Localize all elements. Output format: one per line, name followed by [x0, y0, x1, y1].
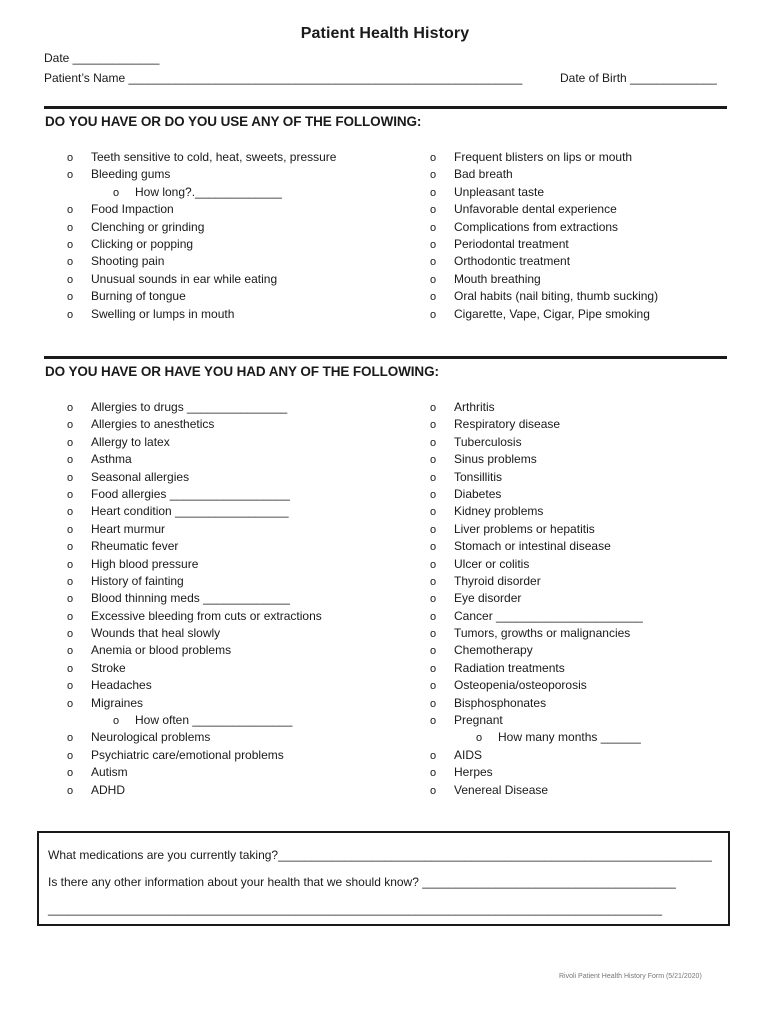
checklist-item[interactable] [430, 642, 643, 659]
circle-bullet-icon[interactable]: o [430, 558, 437, 571]
checklist-item-label: Arthritis [454, 400, 495, 414]
circle-bullet-icon[interactable]: o [67, 436, 74, 449]
checklist-item-label: Allergy to latex [91, 434, 170, 449]
section2-left-list [67, 399, 322, 799]
checklist-item[interactable] [67, 608, 322, 625]
checklist-item[interactable] [430, 677, 643, 694]
checklist-item[interactable] [430, 271, 658, 288]
checklist-item[interactable] [430, 184, 658, 201]
checklist-item[interactable] [430, 521, 643, 538]
circle-bullet-icon[interactable]: o [67, 697, 74, 710]
circle-bullet-icon[interactable]: o [67, 541, 74, 554]
circle-bullet-icon[interactable]: o [430, 541, 437, 554]
circle-bullet-icon[interactable]: o [67, 784, 74, 797]
checklist-item-label: AIDS [454, 747, 483, 762]
checklist-item[interactable] [430, 556, 643, 573]
circle-bullet-icon[interactable]: o [67, 454, 74, 467]
circle-bullet-icon[interactable]: o [430, 628, 437, 641]
circle-bullet-icon[interactable]: o [476, 732, 483, 745]
checklist-item[interactable] [67, 399, 322, 416]
checklist-item[interactable] [67, 538, 322, 555]
section1-right-list [430, 149, 658, 323]
circle-bullet-icon[interactable]: o [430, 152, 437, 164]
circle-bullet-icon[interactable]: o [430, 221, 437, 234]
checklist-item[interactable] [430, 253, 658, 270]
section2-divider [44, 356, 727, 359]
checklist-item[interactable] [430, 166, 658, 183]
checklist-item-label: Unfavorable dental experience [454, 202, 617, 217]
checklist-item[interactable] [430, 201, 658, 218]
checklist-item-label: Clenching or grinding [91, 219, 205, 234]
circle-bullet-icon[interactable]: o [67, 221, 74, 234]
circle-bullet-icon[interactable]: o [67, 169, 74, 182]
checklist-item[interactable] [430, 469, 643, 486]
circle-bullet-icon[interactable]: o [430, 169, 437, 182]
checklist-item-label: Allergies to anesthetics [91, 417, 215, 432]
circle-bullet-icon[interactable]: o [430, 575, 437, 588]
checklist-item[interactable] [67, 288, 336, 305]
circle-bullet-icon[interactable]: o [67, 506, 74, 519]
checklist-item[interactable] [67, 271, 336, 288]
checklist-item[interactable] [430, 608, 643, 625]
checklist-item-label: Eye disorder [454, 591, 522, 606]
checklist-item-label: Bleeding gums [91, 167, 171, 182]
checklist-item[interactable] [430, 764, 643, 781]
circle-bullet-icon[interactable]: o [67, 488, 74, 501]
checklist-item-label: Diabetes [454, 486, 502, 501]
checklist-item[interactable] [67, 451, 322, 468]
checklist-item[interactable] [430, 149, 658, 166]
checklist-item-label: Frequent blisters on lips or mouth [454, 150, 633, 164]
checklist-item-label: Psychiatric care/emotional problems [91, 747, 284, 762]
checklist-item-label: Mouth breathing [454, 271, 541, 286]
circle-bullet-icon[interactable]: o [430, 715, 437, 728]
checklist-item[interactable] [430, 486, 643, 503]
circle-bullet-icon[interactable]: o [67, 749, 74, 762]
checklist-item[interactable] [67, 201, 336, 218]
checklist-item[interactable] [67, 660, 322, 677]
checklist-item[interactable] [430, 288, 658, 305]
checklist-item[interactable] [67, 782, 322, 799]
circle-bullet-icon[interactable]: o [430, 471, 437, 484]
circle-bullet-icon[interactable]: o [67, 593, 74, 606]
checklist-item-label: Heart condition _________________ [91, 504, 289, 519]
checklist-item-label: Complications from extractions [454, 219, 619, 234]
date-field[interactable]: Date _____________ [44, 51, 160, 65]
checklist-item-label: Anemia or blood problems [91, 643, 232, 658]
checklist-item[interactable] [430, 712, 643, 729]
circle-bullet-icon[interactable]: o [67, 419, 74, 432]
checklist-item-label: Cigarette, Vape, Cigar, Pipe smoking [454, 306, 650, 321]
extra-answer-line[interactable]: ____________________________________________________________________________________________ [48, 902, 662, 916]
section1-heading: DO YOU HAVE OR DO YOU USE ANY OF THE FOLLOWING: [45, 114, 422, 129]
checklist-item-label: Pregnant [454, 713, 503, 728]
circle-bullet-icon[interactable]: o [67, 662, 74, 675]
checklist-item[interactable] [67, 573, 322, 590]
checklist-item-label: Chemotherapy [454, 643, 533, 658]
checklist-item-label: Osteopenia/osteoporosis [454, 678, 587, 693]
sub-list-item[interactable] [430, 729, 643, 746]
checklist-item[interactable] [67, 642, 322, 659]
checklist-item-label: Unusual sounds in ear while eating [91, 271, 278, 286]
circle-bullet-icon[interactable]: o [430, 645, 437, 658]
checklist-item[interactable] [430, 399, 643, 416]
checklist-item-label: Tumors, growths or malignancies [454, 626, 631, 641]
checklist-item-label: Cancer ______________________ [454, 608, 643, 623]
circle-bullet-icon[interactable]: o [67, 645, 74, 658]
checklist-item[interactable] [67, 253, 336, 270]
checklist-item-label: Autism [91, 765, 128, 780]
checklist-item-label: Bad breath [454, 167, 513, 182]
checklist-item-label: History of fainting [91, 573, 184, 588]
checklist-item-label: Venereal Disease [454, 782, 549, 797]
checklist-item[interactable] [67, 416, 322, 433]
circle-bullet-icon[interactable]: o [430, 204, 437, 217]
circle-bullet-icon[interactable]: o [67, 680, 74, 693]
circle-bullet-icon[interactable]: o [67, 308, 74, 321]
circle-bullet-icon[interactable]: o [67, 291, 74, 304]
circle-bullet-icon[interactable]: o [430, 610, 437, 623]
checklist-item-label: Orthodontic treatment [454, 254, 571, 269]
checklist-item-label: Periodontal treatment [454, 236, 569, 251]
checklist-item[interactable] [67, 677, 322, 694]
checklist-item[interactable] [430, 695, 643, 712]
checklist-item[interactable] [67, 729, 322, 746]
checklist-item-label: Neurological problems [91, 730, 211, 745]
checklist-item-label: Thyroid disorder [454, 573, 541, 588]
checklist-item-label: Swelling or lumps in mouth [91, 306, 235, 321]
circle-bullet-icon[interactable]: o [430, 767, 437, 780]
checklist-item[interactable] [67, 469, 322, 486]
checklist-item[interactable] [430, 306, 658, 323]
checklist-item-label: Excessive bleeding from cuts or extractions [91, 608, 322, 623]
checklist-item-label: Stroke [91, 660, 126, 675]
circle-bullet-icon[interactable]: o [67, 523, 74, 536]
circle-bullet-icon[interactable]: o [430, 697, 437, 710]
checklist-item[interactable] [67, 236, 336, 253]
circle-bullet-icon[interactable]: o [67, 256, 74, 269]
checklist-item[interactable] [67, 306, 336, 323]
checklist-item[interactable] [430, 538, 643, 555]
circle-bullet-icon[interactable]: o [67, 732, 74, 745]
checklist-item-label: Teeth sensitive to cold, heat, sweets, pressure [91, 150, 337, 164]
checklist-item-label: Kidney problems [454, 504, 544, 519]
checklist-item-label: ADHD [91, 782, 126, 797]
circle-bullet-icon[interactable]: o [430, 454, 437, 467]
checklist-item-label: Rheumatic fever [91, 539, 179, 554]
sub-list-item[interactable] [67, 184, 336, 201]
circle-bullet-icon[interactable]: o [430, 784, 437, 797]
checklist-item[interactable] [430, 219, 658, 236]
checklist-item[interactable] [430, 573, 643, 590]
checklist-item-label: Wounds that heal slowly [91, 626, 221, 641]
checklist-item[interactable] [67, 166, 336, 183]
circle-bullet-icon[interactable]: o [430, 680, 437, 693]
checklist-item-label: Bisphosphonates [454, 695, 547, 710]
checklist-item-label: Heart murmur [91, 521, 166, 536]
circle-bullet-icon[interactable]: o [67, 471, 74, 484]
checklist-item-label: Shooting pain [91, 254, 165, 269]
checklist-item-label: Liver problems or hepatitis [454, 521, 595, 536]
checklist-item[interactable] [67, 590, 322, 607]
circle-bullet-icon[interactable]: o [430, 749, 437, 762]
checklist-item[interactable] [67, 747, 322, 764]
checklist-item[interactable] [67, 521, 322, 538]
circle-bullet-icon[interactable]: o [430, 291, 437, 304]
circle-bullet-icon[interactable]: o [67, 402, 74, 414]
checklist-item-label: Sinus problems [454, 452, 537, 467]
circle-bullet-icon[interactable]: o [67, 610, 74, 623]
circle-bullet-icon[interactable]: o [430, 308, 437, 321]
checklist-item[interactable] [430, 782, 643, 799]
checklist-item[interactable] [67, 764, 322, 781]
section1-left-list [67, 149, 336, 323]
circle-bullet-icon[interactable]: o [430, 273, 437, 286]
circle-bullet-icon[interactable]: o [430, 506, 437, 519]
checklist-item[interactable] [430, 416, 643, 433]
circle-bullet-icon[interactable]: o [67, 204, 74, 217]
checklist-item[interactable] [67, 695, 322, 712]
checklist-item-label: Radiation treatments [454, 660, 565, 675]
checklist-item-label: Respiratory disease [454, 417, 561, 432]
patient-name-field[interactable]: Patient’s Name ___________________________________________________________ [44, 71, 523, 85]
checklist-item[interactable] [430, 660, 643, 677]
checklist-item[interactable] [430, 625, 643, 642]
checklist-item[interactable] [430, 451, 643, 468]
circle-bullet-icon[interactable]: o [430, 593, 437, 606]
sub-list-item[interactable] [67, 712, 322, 729]
circle-bullet-icon[interactable]: o [67, 575, 74, 588]
checklist-item-label: High blood pressure [91, 556, 199, 571]
checklist-item-label: Headaches [91, 678, 152, 693]
circle-bullet-icon[interactable]: o [430, 488, 437, 501]
checklist-item[interactable] [67, 503, 322, 520]
page-title: Patient Health History [300, 25, 470, 42]
circle-bullet-icon[interactable]: o [430, 419, 437, 432]
circle-bullet-icon[interactable]: o [430, 662, 437, 675]
circle-bullet-icon[interactable]: o [67, 152, 74, 164]
checklist-item-label: Asthma [91, 452, 132, 467]
section2-right-list [430, 399, 643, 799]
section1-divider [44, 106, 727, 109]
checklist-item-label: Allergies to drugs _______________ [91, 400, 288, 414]
circle-bullet-icon[interactable]: o [430, 523, 437, 536]
circle-bullet-icon[interactable]: o [67, 273, 74, 286]
checklist-item-label: How long?._____________ [135, 184, 282, 199]
checklist-item-label: How many months ______ [498, 730, 641, 745]
checklist-item-label: Tonsillitis [454, 469, 503, 484]
other-info-question[interactable]: Is there any other information about your health that we should know? ______________________________________ [48, 875, 676, 889]
checklist-item-label: Unpleasant taste [454, 184, 545, 199]
checklist-item-label: Clicking or popping [91, 236, 194, 251]
medications-question[interactable]: What medications are you currently taking?_________________________________________________________________ [48, 848, 712, 862]
circle-bullet-icon[interactable]: o [67, 558, 74, 571]
checklist-item[interactable] [430, 747, 643, 764]
checklist-item-label: Herpes [454, 765, 493, 780]
circle-bullet-icon[interactable]: o [430, 238, 437, 251]
checklist-item-label: Migraines [91, 695, 144, 710]
medications-box [37, 831, 730, 926]
checklist-item[interactable] [67, 434, 322, 451]
checklist-item[interactable] [430, 503, 643, 520]
circle-bullet-icon[interactable]: o [430, 402, 437, 414]
circle-bullet-icon[interactable]: o [67, 238, 74, 251]
checklist-item[interactable] [67, 149, 336, 166]
checklist-item-label: Ulcer or colitis [454, 556, 530, 571]
date-of-birth-field[interactable]: Date of Birth _____________ [560, 71, 717, 85]
checklist-item-label: Stomach or intestinal disease [454, 539, 611, 554]
checklist-item[interactable] [67, 556, 322, 573]
checklist-item-label: Oral habits (nail biting, thumb sucking) [454, 289, 659, 304]
checklist-item-label: Food Impaction [91, 202, 174, 217]
circle-bullet-icon[interactable]: o [430, 436, 437, 449]
checklist-item-label: Blood thinning meds _____________ [91, 591, 290, 606]
section2-heading: DO YOU HAVE OR HAVE YOU HAD ANY OF THE FOLLOWING: [45, 364, 439, 379]
checklist-item[interactable] [67, 219, 336, 236]
checklist-item-label: How often _______________ [135, 713, 293, 728]
checklist-item-label: Burning of tongue [91, 289, 186, 304]
checklist-item[interactable] [67, 486, 322, 503]
checklist-item[interactable] [67, 625, 322, 642]
form-footer: Rivoli Patient Health History Form (5/21/2020) [559, 973, 702, 980]
checklist-item[interactable] [430, 434, 643, 451]
circle-bullet-icon[interactable]: o [430, 256, 437, 269]
checklist-item-label: Tuberculosis [454, 434, 522, 449]
circle-bullet-icon[interactable]: o [67, 628, 74, 641]
checklist-item-label: Seasonal allergies [91, 469, 190, 484]
checklist-item[interactable] [430, 590, 643, 607]
circle-bullet-icon[interactable]: o [113, 715, 120, 728]
circle-bullet-icon[interactable]: o [113, 186, 120, 199]
circle-bullet-icon[interactable]: o [67, 767, 74, 780]
checklist-item-label: Food allergies __________________ [91, 486, 290, 501]
checklist-item[interactable] [430, 236, 658, 253]
circle-bullet-icon[interactable]: o [430, 186, 437, 199]
